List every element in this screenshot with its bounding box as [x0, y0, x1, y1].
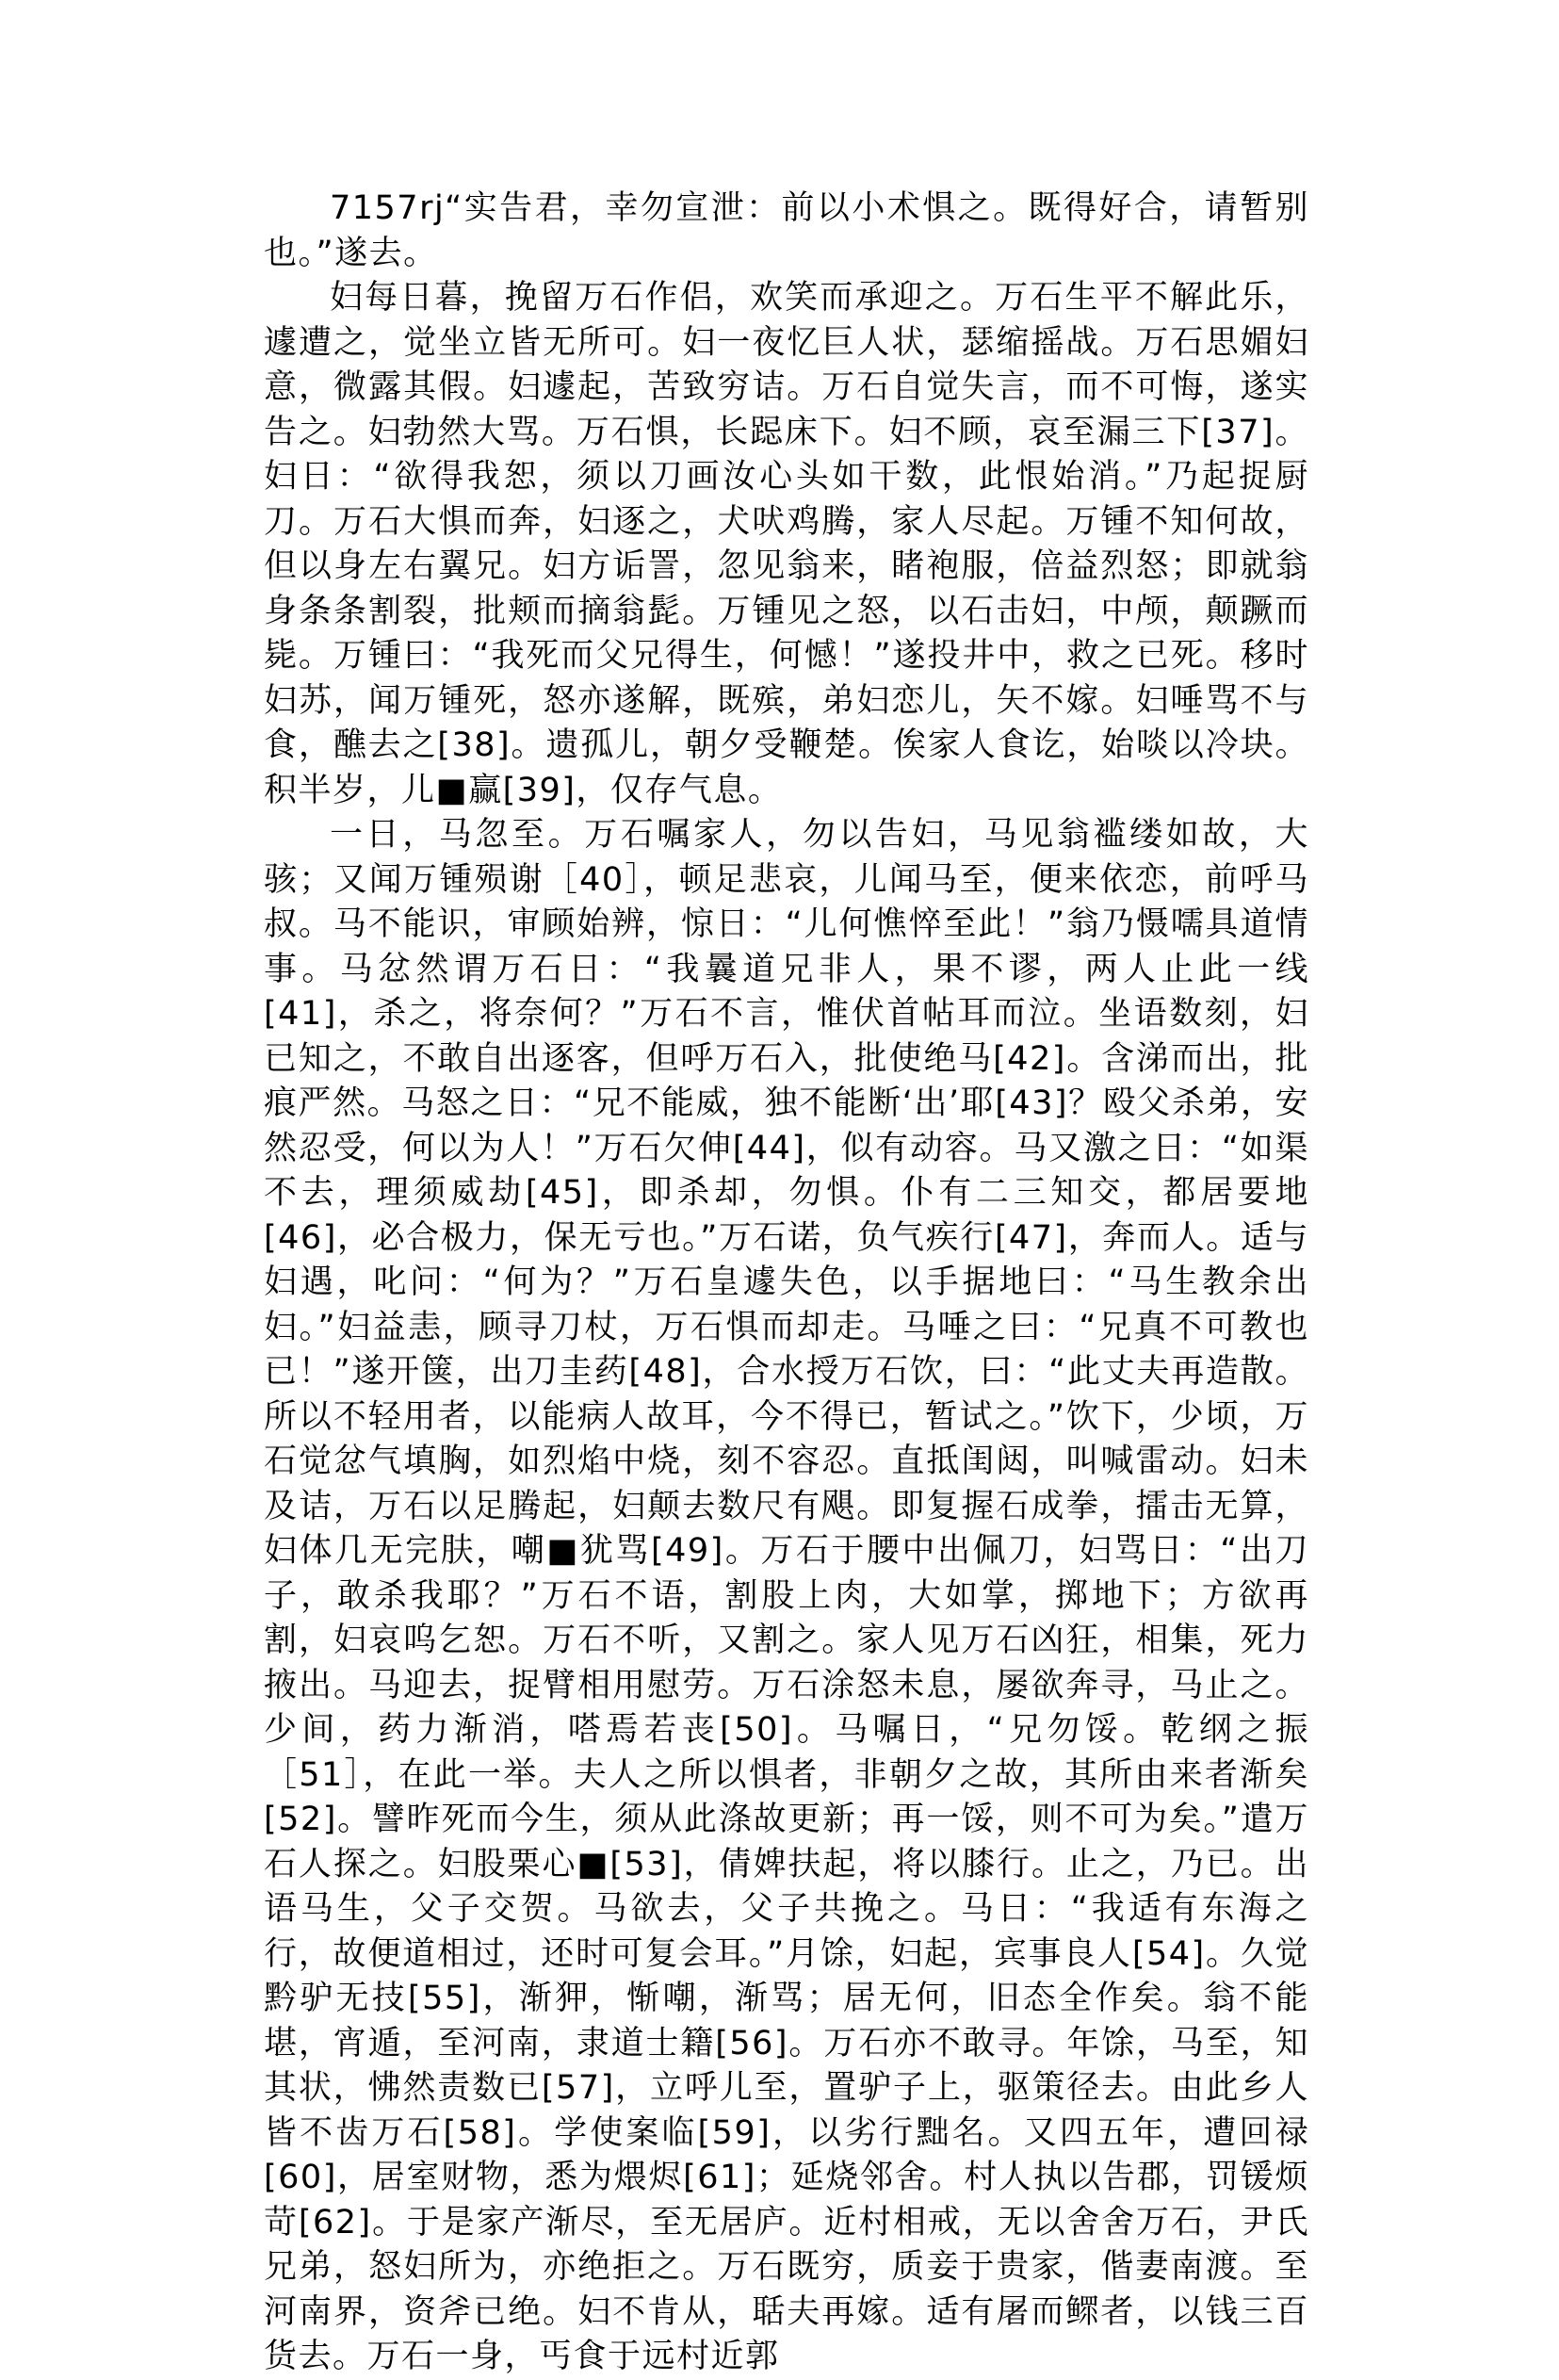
- body-text: [264, 187, 1309, 2380]
- paragraph-2: 妇每日暮，挽留万石作侣，欢笑而承迎之。万石生平不解此乐，遽遭之，觉坐立皆无所可。妇一夜忆巨人状，瑟缩摇战。万石思媚妇意，微露其假。妇遽起，苦致穷诘。万石自觉失言，而不可悔，遂实告之。妇勃然大骂。万石惧，长跽床下。妇不顾，哀至漏三下[37]。妇日：“欲得我恕，须以刀画汝心头如干数，此恨始消。”乃起捉厨刀。万石大惧而奔，妇逐之，犬吠鸡腾，家人尽起。万锺不知何故，但以身左右翼兄。妇方诟詈，忽见翁来，睹袍服，倍益烈怒；即就翁身条条割裂，批颊而摘翁髭。万锺见之怒，以石击妇，中颅，颠蹶而毙。万锺曰：“我死而父兄得生，何憾！”遂投井中，救之已死。移时妇苏，闻万锺死，怒亦遂解，既殡，弟妇恋儿，矢不嫁。妇唾骂不与食，醮去之[38]。遗孤儿，朝夕受鞭楚。俟家人食讫，始啖以冷块。积半岁，儿■赢[39]，仅存气息。: [264, 279, 1309, 809]
- paragraph-1: 7157rj“实告君，幸勿宣泄：前以小术惧之。既得好合，请暂别也。”遂去。: [264, 189, 1309, 272]
- paragraph-3: 一日，马忽至。万石嘱家人，勿以告妇，马见翁褴缕如故，大骇；又闻万锺殒谢［40］，顿足悲哀，儿闻马至，便来依恋，前呼马叔。马不能识，审顾始辨，惊日：“儿何憔悴至此！”翁乃慑嚅具道情事。马忿然谓万石日：“我曩道兄非人，果不谬，两人止此一线[41]，杀之，将奈何？”万石不言，惟伏首帖耳而泣。坐语数刻，妇已知之，不敢自出逐客，但呼万石入，批使绝马[42]。含涕而出，批痕严然。马怒之日：“兄不能威，独不能断‘出’耶[43]？殴父杀弟，安然忍受，何以为人！”万石欠伸[44]，似有动容。马又激之日：“如渠不去，理须威劫[45]，即杀却，勿惧。仆有二三知交，都居要地[46]，必合极力，保无亏也。”万石诺，负气疾行[47]，奔而人。适与妇遇，叱问：“何为？”万石皇遽失色，以手据地曰：“马生教余出妇。”妇益恚，顾寻刀杖，万石惧而却走。马唾之曰：“兄真不可教也已！”遂开箧，出刀圭药[48]，合水授万石饮，曰：“此丈夫再造散。所以不轻用者，以能病人故耳，今不得已，暂试之。”饮下，少顷，万石觉忿气填胸，如烈焰中烧，刻不容忍。直抵闺闼，叫喊雷动。妇未及诘，万石以足腾起，妇颠去数尺有飓。即复握石成拳，擂击无算，妇体几无完肤，嘲■犹骂[49]。万石于腰中出佩刀，妇骂日：“出刀子，敢杀我耶？”万石不语，割股上肉，大如掌，掷地下；方欲再割，妇哀呜乞恕。万石不听，又割之。家人见万石凶狂，相集，死力掖出。马迎去，捉臂相用慰劳。万石涂怒未息，屡欲奔寻，马止之。少间，药力渐消，嗒焉若丧[50]。马嘱日，“兄勿馁。乾纲之振［51］，在此一举。夫人之所以惧者，非朝夕之故，其所由来者渐矣[52]。譬昨死而今生，须从此涤故更新；再一馁，则不可为矣。”遣万石人探之。妇股栗心■[53]，倩婢扶起，将以膝行。止之，乃已。出语马生，父子交贺。马欲去，父子共挽之。马日：“我适有东海之行，故便道相过，还时可复会耳。”月馀，妇起，宾事良人[54]。久觉黔驴无技[55]，渐狎，惭嘲，渐骂；居无何，旧态全作矣。翁不能堪，宵遁，至河南，隶道士籍[56]。万石亦不敢寻。年馀，马至，知其状，怫然责数已[57]，立呼儿至，置驴子上，驱策径去。由此乡人皆不齿万石[58]。学使案临[59]，以劣行黜名。又四五年，遭回禄[60]，居室财物，悉为煨烬[61]；延烧邻舍。村人执以告郡，罚锾烦苛[62]。于是家产渐尽，至无居庐。近村相戒，无以舍舍万石，尹氏兄弟，怒妇所为，亦绝拒之。万石既穷，质妾于贵家，偕妻南渡。至河南界，资斧已绝。妇不肯从，聒夫再嫁。适有屠而鳏者，以钱三百货去。万石一身，丐食于远村近郭: [264, 816, 1309, 2375]
